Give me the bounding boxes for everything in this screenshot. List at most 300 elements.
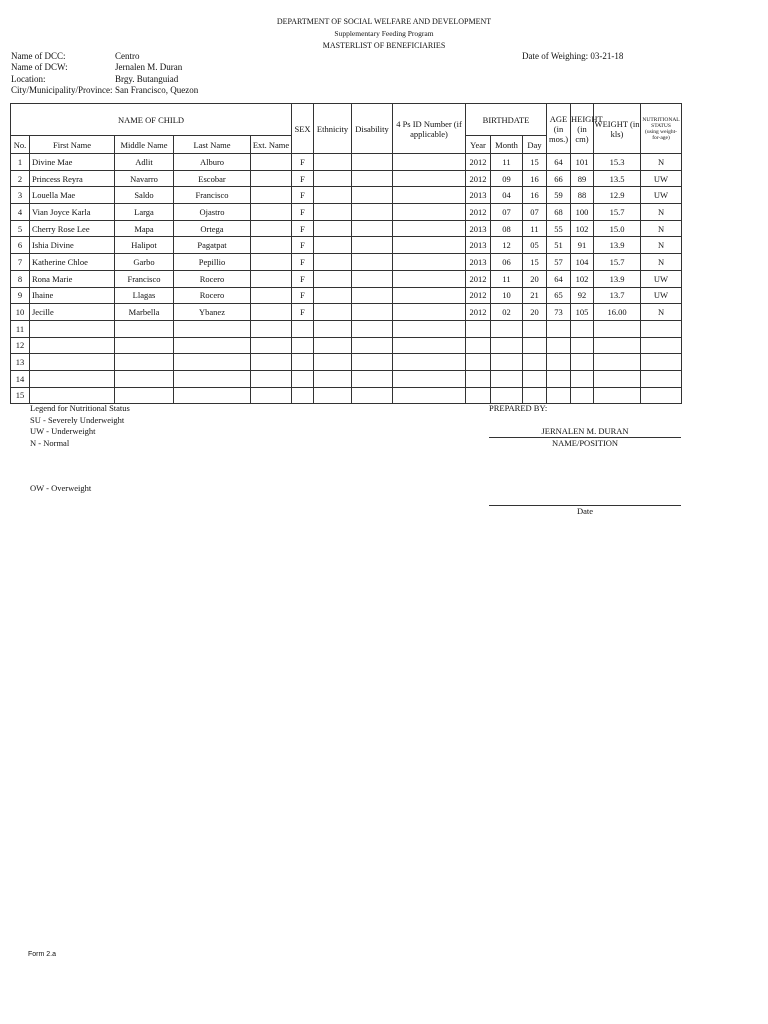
middle-name-cell [115,370,174,387]
ethnicity-cell [314,354,352,371]
masterlist-title: MASTERLIST OF BENEFICIARIES [322,41,446,50]
age-cell: 64 [547,154,571,171]
ext-name-cell [251,237,292,254]
legend-title: Legend for Nutritional Status [30,403,130,413]
row-no-cell: 11 [11,320,30,337]
birth-year-cell [466,337,491,354]
first-name-cell [30,370,115,387]
weight-cell: 15.0 [594,220,641,237]
birth-day-cell [523,354,547,371]
height-cell: 89 [571,170,594,187]
height-cell [571,354,594,371]
legend-item: SU - Severely Underweight [30,414,125,425]
middle-name-header: Middle Name [115,136,174,154]
age-cell: 64 [547,270,571,287]
age-cell: 66 [547,170,571,187]
age-cell: 65 [547,287,571,304]
weight-cell [594,337,641,354]
disability-cell [352,270,393,287]
birth-month-cell [491,320,523,337]
weight-cell: 13.5 [594,170,641,187]
first-name-cell: Vian Joyce Karla [30,204,115,221]
disability-header: Disability [352,104,393,154]
age-cell: 73 [547,304,571,321]
middle-name-cell [115,320,174,337]
birth-year-cell: 2013 [466,237,491,254]
nutritional-status-cell: UW [641,270,682,287]
nutritional-status-cell: N [641,154,682,171]
table-row [11,387,682,404]
last-name-cell: Ybanez [174,304,251,321]
age-cell [547,354,571,371]
birth-year-cell [466,320,491,337]
preparer-name: JERNALEN M. DURAN [489,426,681,438]
age-cell: 57 [547,254,571,271]
sex-cell: F [292,220,314,237]
row-no-cell: 9 [11,287,30,304]
disability-cell [352,204,393,221]
table-row [11,320,682,337]
ethnicity-header: Ethnicity [314,104,352,154]
sex-cell [292,370,314,387]
weight-cell: 13.9 [594,237,641,254]
weight-cell: 15.3 [594,154,641,171]
middle-name-cell: Marbella [115,304,174,321]
program-title: Supplementary Feeding Program [334,29,434,38]
fourps-id-cell [393,304,466,321]
birth-year-cell: 2013 [466,220,491,237]
nutritional-status-cell [641,337,682,354]
height-cell [571,320,594,337]
row-no-cell: 1 [11,154,30,171]
birth-month-cell [491,370,523,387]
sex-cell: F [292,187,314,204]
birth-month-cell: 12 [491,237,523,254]
last-name-cell: Ortega [174,220,251,237]
sex-cell: F [292,304,314,321]
legend-overweight: OW - Overweight [30,483,92,493]
info-value: Brgy. Butanguiad [115,73,179,84]
weighing-label: Date of Weighing: [522,51,589,61]
ethnicity-cell [314,370,352,387]
table-row [11,154,682,171]
nutritional-status-cell [641,320,682,337]
nutritional-status-cell: UW [641,170,682,187]
last-name-cell [174,370,251,387]
disability-cell [352,337,393,354]
fourps-id-cell [393,154,466,171]
disability-cell [352,287,393,304]
info-value: Jernalen M. Duran [115,62,183,73]
sex-cell: F [292,237,314,254]
nutritional-legend [30,403,130,449]
info-label: Name of DCC: [11,51,66,61]
sex-cell: F [292,287,314,304]
row-no-cell: 6 [11,237,30,254]
birth-day-cell: 11 [523,220,547,237]
sex-cell: F [292,154,314,171]
table-row [11,337,682,354]
row-no-cell: 7 [11,254,30,271]
day-header: Day [523,136,547,154]
first-name-cell [30,337,115,354]
middle-name-cell: Adlit [115,154,174,171]
nutritional-status-cell: N [641,304,682,321]
height-cell [571,370,594,387]
birth-month-cell [491,354,523,371]
date-of-weighing [522,51,623,62]
center-info [11,51,198,96]
birth-year-cell: 2012 [466,287,491,304]
fourps-id-cell [393,187,466,204]
ext-name-cell [251,154,292,171]
height-cell [571,337,594,354]
disability-cell [352,254,393,271]
ethnicity-cell [314,204,352,221]
birth-year-cell [466,387,491,404]
ethnicity-cell [314,220,352,237]
birth-month-cell: 08 [491,220,523,237]
fourps-id-cell [393,270,466,287]
birth-day-cell [523,370,547,387]
sex-cell: F [292,254,314,271]
legend-item: UW - Underweight [30,426,96,436]
first-name-cell: Ishia Divine [30,237,115,254]
disability-cell [352,220,393,237]
ext-name-cell [251,387,292,404]
nutritional-status-label: NUTRITIONAL STATUS [642,116,680,129]
info-dcw [11,62,198,73]
info-value: San Francisco, Quezon [115,84,199,95]
weight-cell: 12.9 [594,187,641,204]
no-header: No. [11,136,30,154]
weight-cell [594,354,641,371]
birth-year-cell [466,370,491,387]
ext-name-cell [251,304,292,321]
weight-cell: 15.7 [594,204,641,221]
row-no-cell: 4 [11,204,30,221]
disability-cell [352,387,393,404]
last-name-cell [174,354,251,371]
age-cell: 59 [547,187,571,204]
birth-day-cell: 16 [523,170,547,187]
age-cell: 68 [547,204,571,221]
first-name-cell: Ihaine [30,287,115,304]
height-cell [571,387,594,404]
row-no-cell: 2 [11,170,30,187]
table-row [11,170,682,187]
height-cell: 105 [571,304,594,321]
birth-month-cell: 09 [491,170,523,187]
height-cell: 101 [571,154,594,171]
middle-name-cell [115,337,174,354]
weight-cell: 13.7 [594,287,641,304]
birth-year-cell [466,354,491,371]
height-cell: 92 [571,287,594,304]
ethnicity-cell [314,337,352,354]
nutritional-status-cell: N [641,254,682,271]
fourps-id-cell [393,204,466,221]
sex-cell [292,337,314,354]
disability-cell [352,154,393,171]
header-row-1 [11,104,682,136]
ethnicity-cell [314,270,352,287]
info-label: Location: [11,73,46,84]
age-cell: 51 [547,237,571,254]
table-body [11,154,682,404]
middle-name-cell [115,354,174,371]
last-name-header: Last Name [174,136,251,154]
birth-day-cell: 21 [523,287,547,304]
ext-name-cell [251,220,292,237]
row-no-cell: 8 [11,270,30,287]
ethnicity-cell [314,320,352,337]
birth-day-cell: 20 [523,304,547,321]
height-cell: 102 [571,270,594,287]
middle-name-cell: Larga [115,204,174,221]
age-cell: 55 [547,220,571,237]
nutritional-status-cell [641,354,682,371]
height-cell: 104 [571,254,594,271]
birthdate-header: BIRTHDATE [466,104,547,136]
ext-name-cell [251,187,292,204]
middle-name-cell [115,387,174,404]
age-cell [547,370,571,387]
first-name-cell [30,387,115,404]
birth-month-cell: 11 [491,270,523,287]
birth-day-cell: 15 [523,154,547,171]
nutritional-status-cell [641,387,682,404]
fourps-id-cell [393,220,466,237]
middle-name-cell: Francisco [115,270,174,287]
info-dcc [11,51,198,62]
disability-cell [352,187,393,204]
height-cell: 100 [571,204,594,221]
first-name-cell: Princess Reyra [30,170,115,187]
last-name-cell: Pagatpat [174,237,251,254]
table-row [11,237,682,254]
table-row [11,370,682,387]
middle-name-cell: Llagas [115,287,174,304]
birth-month-cell: 10 [491,287,523,304]
sex-cell: F [292,204,314,221]
info-label: Name of DCW: [11,62,68,73]
ext-name-cell [251,204,292,221]
table-row [11,187,682,204]
birth-day-cell: 20 [523,270,547,287]
age-cell [547,387,571,404]
row-no-cell: 13 [11,354,30,371]
row-no-cell: 5 [11,220,30,237]
first-name-cell: Cherry Rose Lee [30,220,115,237]
weighing-value: 03-21-18 [590,51,624,61]
ext-name-cell [251,287,292,304]
row-no-cell: 3 [11,187,30,204]
fourps-id-cell [393,237,466,254]
ethnicity-cell [314,154,352,171]
nutritional-status-note: (using weight-for-age) [645,128,677,141]
disability-cell [352,354,393,371]
fourps-id-cell [393,354,466,371]
prepared-by-label: PREPARED BY: [489,403,548,413]
middle-name-cell: Navarro [115,170,174,187]
birth-day-cell: 05 [523,237,547,254]
birth-year-cell: 2013 [466,187,491,204]
birth-day-cell [523,337,547,354]
first-name-cell: Rona Marie [30,270,115,287]
birth-year-cell: 2012 [466,270,491,287]
ethnicity-cell [314,304,352,321]
nutritional-status-cell: N [641,204,682,221]
height-cell: 91 [571,237,594,254]
nutritional-status-cell [641,370,682,387]
middle-name-cell: Mapa [115,220,174,237]
beneficiaries-table [10,103,682,404]
birth-day-cell: 07 [523,204,547,221]
birth-year-cell: 2012 [466,204,491,221]
table-row [11,220,682,237]
ethnicity-cell [314,237,352,254]
ext-name-cell [251,370,292,387]
month-header: Month [491,136,523,154]
first-name-cell [30,320,115,337]
weight-cell [594,320,641,337]
weight-cell [594,387,641,404]
ext-name-cell [251,337,292,354]
department-title: DEPARTMENT OF SOCIAL WELFARE AND DEVELOPMENT [276,17,492,26]
middle-name-cell: Garbo [115,254,174,271]
ethnicity-cell [314,287,352,304]
weight-cell: 13.9 [594,270,641,287]
form-code: Form 2.a [28,951,57,958]
birth-day-cell: 15 [523,254,547,271]
height-cell: 102 [571,220,594,237]
ethnicity-cell [314,170,352,187]
age-header: AGE (in mos.) [547,104,571,154]
birth-month-cell: 04 [491,187,523,204]
sex-cell: F [292,270,314,287]
fourps-header: 4 Ps ID Number (if applicable) [393,104,466,154]
ext-name-header: Ext. Name [251,136,292,154]
fourps-id-cell [393,287,466,304]
row-no-cell: 10 [11,304,30,321]
table-row [11,287,682,304]
last-name-cell: Francisco [174,187,251,204]
birth-day-cell [523,320,547,337]
nutritional-status-cell: N [641,220,682,237]
ext-name-cell [251,320,292,337]
legend-item: N - Normal [30,437,70,448]
sex-header: SEX [292,104,314,154]
disability-cell [352,320,393,337]
fourps-id-cell [393,337,466,354]
first-name-header: First Name [30,136,115,154]
last-name-cell: Pepillio [174,254,251,271]
birth-month-cell: 11 [491,154,523,171]
info-location [11,74,198,85]
last-name-cell [174,387,251,404]
first-name-cell [30,354,115,371]
weight-cell [594,370,641,387]
ethnicity-cell [314,254,352,271]
age-cell [547,320,571,337]
sex-cell [292,354,314,371]
birth-year-cell: 2012 [466,170,491,187]
first-name-cell: Katherine Chloe [30,254,115,271]
height-cell: 88 [571,187,594,204]
year-header: Year [466,136,491,154]
date-label: Date [576,506,594,516]
fourps-id-cell [393,387,466,404]
fourps-id-cell [393,254,466,271]
info-city [11,85,198,96]
fourps-id-cell [393,170,466,187]
birth-year-cell: 2013 [466,254,491,271]
middle-name-cell: Saldo [115,187,174,204]
birth-year-cell: 2012 [466,154,491,171]
birth-month-cell: 02 [491,304,523,321]
info-label: City/Municipality/Province: [11,84,113,95]
table-row [11,354,682,371]
sex-cell [292,320,314,337]
last-name-cell: Rocero [174,287,251,304]
nutritional-status-cell: N [641,237,682,254]
last-name-cell: Ojastro [174,204,251,221]
last-name-cell [174,337,251,354]
disability-cell [352,370,393,387]
fourps-id-cell [393,370,466,387]
sex-cell: F [292,170,314,187]
weight-header: WEIGHT (in kls) [594,104,641,154]
weight-cell: 15.7 [594,254,641,271]
table-row [11,204,682,221]
ext-name-cell [251,170,292,187]
table-row [11,254,682,271]
birth-month-cell: 07 [491,204,523,221]
name-position-label: NAME/POSITION [551,438,619,448]
weight-cell: 16.00 [594,304,641,321]
name-of-child-header: NAME OF CHILD [11,104,292,136]
last-name-cell [174,320,251,337]
sex-cell [292,387,314,404]
table-row [11,270,682,287]
ethnicity-cell [314,387,352,404]
last-name-cell: Escobar [174,170,251,187]
birth-month-cell: 06 [491,254,523,271]
disability-cell [352,237,393,254]
birth-month-cell [491,337,523,354]
height-header: HEIGHT (in cm) [571,104,594,154]
first-name-cell: Louella Mae [30,187,115,204]
first-name-cell: Divine Mae [30,154,115,171]
middle-name-cell: Halipot [115,237,174,254]
nutritional-status-header [641,104,682,154]
ext-name-cell [251,270,292,287]
ethnicity-cell [314,187,352,204]
fourps-id-cell [393,320,466,337]
birth-month-cell [491,387,523,404]
disability-cell [352,170,393,187]
ext-name-cell [251,354,292,371]
age-cell [547,337,571,354]
birth-day-cell: 16 [523,187,547,204]
last-name-cell: Rocero [174,270,251,287]
row-no-cell: 14 [11,370,30,387]
birth-year-cell: 2012 [466,304,491,321]
nutritional-status-cell: UW [641,287,682,304]
row-no-cell: 12 [11,337,30,354]
last-name-cell: Alburo [174,154,251,171]
